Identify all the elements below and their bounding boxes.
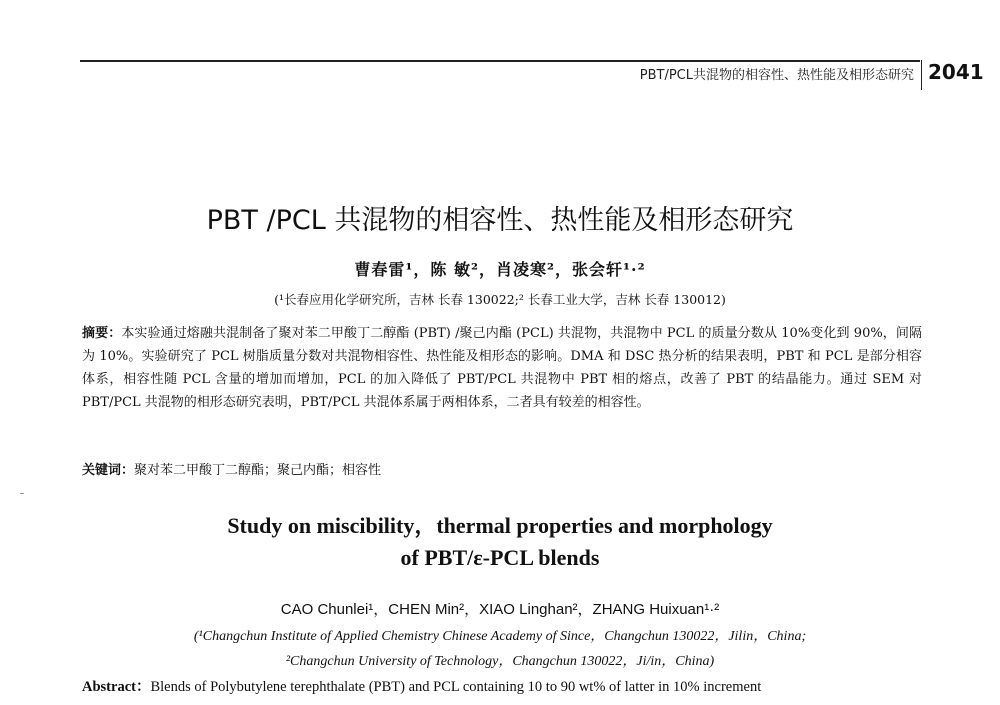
keywords-cn-text: 聚对苯二甲酸丁二醇酯；聚己内酯；相容性 <box>134 463 382 478</box>
page-number: 2041 <box>928 60 984 84</box>
affiliation-en-line1: (¹Changchun Institute of Applied Chemistry Chinese Academy of Since，Changchun 130022，Jilin，China; <box>193 629 807 644</box>
affiliation-en-line2: ²Changchun University of Technology，Changchun 130022，Ji/in，China) <box>285 654 715 669</box>
abstract-en-text: Blends of Polybutylene terephthalate (PBT) and PCL containing 10 to 90 wt% of latter in 10% increment <box>150 679 762 695</box>
authors-en: CAO Chunlei¹，CHEN Min²，XIAO Linghan²，ZHANG Huixuan¹·² <box>280 601 720 618</box>
abstract-en <box>82 676 932 698</box>
keywords-cn <box>82 459 922 482</box>
title-en-line1: Study on miscibility，thermal properties and morphology <box>227 513 773 538</box>
abstract-cn-label: 摘要： <box>82 326 122 341</box>
header-rule <box>80 60 920 62</box>
title-en-line2: of PBT/ε-PCL blends <box>400 545 600 570</box>
abstract-en-label: Abstract： <box>82 679 151 695</box>
abstract-cn-text: 本实验通过熔融共混制备了聚对苯二甲酸丁二醇酯 (PBT) /聚己内酯 (PCL) 共混物，共混物中 PCL 的质量分数从 10%变化到 90%，间隔为 10%。实验研究了 PCL 树脂质量分数对共混物相容性、热性能及相形态的影响。DMA 和 DSC 热分析的结果表明，PBT 和 PCL 是部分相容体系，相容性随 PCL 含量的增加而增加，PCL 的加入降低了 PBT/PCL 共混物中 PBT 相的熔点，改善了 PBT 的结晶能力。通过 SEM 对 PBT/PCL 共混物的相形态研究表明，PBT/PCL 共混体系属于两相体系，二者具有较差的相容性。 <box>82 326 922 410</box>
page-title-en <box>0 510 1000 574</box>
abstract-cn <box>82 322 922 414</box>
running-title: PBT/PCL共混物的相容性、热性能及相形态研究 <box>639 68 914 83</box>
keywords-cn-label: 关键词： <box>82 463 135 478</box>
header-divider <box>921 60 922 90</box>
scan-artifact <box>20 493 24 494</box>
affiliation-cn: (¹长春应用化学研究所，吉林 长春 130022;² 长春工业大学，吉林 长春 130012) <box>274 292 726 307</box>
affiliation-en <box>0 624 1000 674</box>
authors-cn: 曹春雷¹，陈 敏²，肖凌寒²，张会轩¹·² <box>354 260 646 279</box>
page-title-cn: PBT /PCL 共混物的相容性、热性能及相形态研究 <box>206 205 794 236</box>
